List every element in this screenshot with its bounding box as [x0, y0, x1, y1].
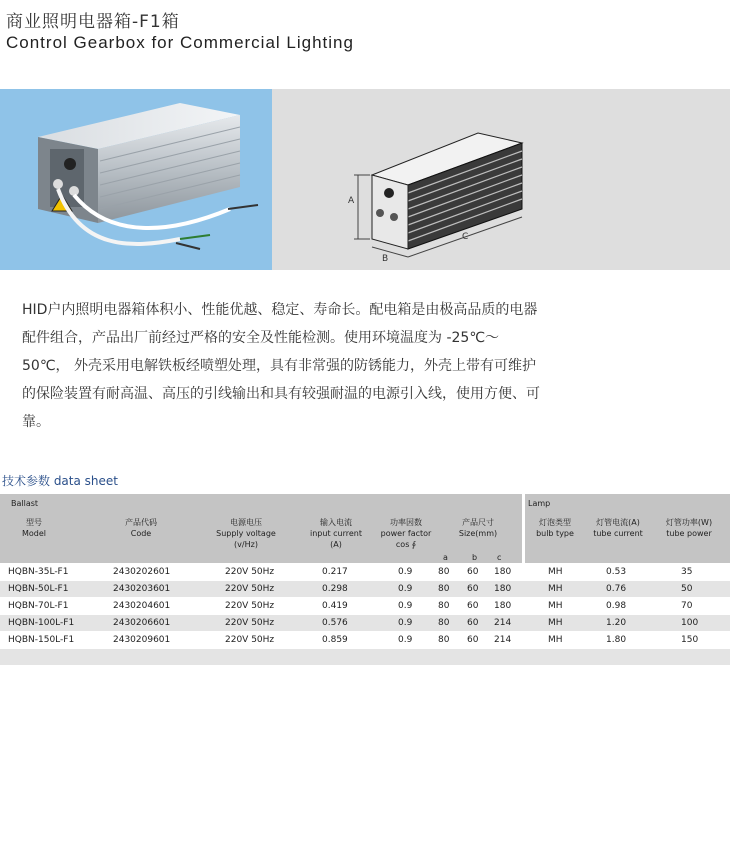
header-tube-current-en: tube current	[593, 529, 643, 538]
table-row	[0, 580, 730, 597]
header-size-b: b	[472, 553, 478, 562]
header-power-factor	[374, 517, 438, 550]
cell-size-c: 180	[494, 601, 512, 611]
header-model	[4, 517, 64, 539]
cell-tube-power: 50	[681, 584, 693, 594]
cell-code: 2430206601	[113, 618, 171, 628]
header-bulb-zh: 灯泡类型	[539, 518, 571, 527]
product-description: HID户内照明电器箱体积小、性能优越、稳定、寿命长。配电箱是由极高品质的电器配件组合，产品出厂前经过严格的安全及性能检测。使用环境温度为 -25℃～50℃， 外壳采用电解铁板经喷塑处理，具有非常强的防锈能力，外壳上带有可维护的保险装置有耐高温、高压的引线输出和具有较强耐温的电源引入线，使用方便、可靠。	[22, 302, 540, 430]
cell-bulb-type: MH	[548, 584, 563, 594]
header-voltage-en: Supply voltage	[216, 529, 276, 538]
header-size-c: c	[497, 553, 502, 562]
cell-power-factor: 0.9	[398, 618, 413, 628]
table-row	[0, 614, 730, 631]
cell-tube-current: 0.53	[606, 567, 627, 577]
cell-voltage: 220V 50Hz	[225, 567, 275, 577]
cell-input-current: 0.859	[322, 635, 348, 645]
cell-tube-current: 1.80	[606, 635, 627, 645]
cell-bulb-type: MH	[548, 601, 563, 611]
cell-power-factor: 0.9	[398, 567, 413, 577]
cell-bulb-type: MH	[548, 567, 563, 577]
cell-code: 2430209601	[113, 635, 171, 645]
cell-voltage: 220V 50Hz	[225, 584, 275, 594]
cell-size-a: 80	[438, 618, 450, 628]
header-code-en: Code	[130, 529, 152, 538]
cell-code: 2430204601	[113, 601, 171, 611]
cell-size-b: 60	[467, 618, 479, 628]
page-title-chinese: 商业照明电器箱-F1箱	[6, 12, 180, 32]
header-model-en: Model	[21, 529, 47, 538]
cell-tube-current: 0.98	[606, 601, 627, 611]
cell-power-factor: 0.9	[398, 635, 413, 645]
header-input-current	[302, 517, 370, 550]
dimension-label-b: B	[382, 254, 389, 264]
group-ballast: Ballast	[0, 494, 522, 511]
cell-size-b: 60	[467, 601, 479, 611]
header-pf-symbol: cos ∮	[395, 540, 417, 549]
cell-bulb-type: MH	[548, 618, 563, 628]
header-size-a: a	[443, 553, 448, 562]
header-voltage-unit: (v/Hz)	[234, 540, 258, 549]
cell-power-factor: 0.9	[398, 584, 413, 594]
header-current-unit: (A)	[330, 540, 342, 549]
data-sheet-label: 技术参数 data sheet	[2, 474, 118, 488]
cell-size-b: 60	[467, 567, 479, 577]
header-current-zh: 输入电流	[320, 518, 352, 527]
table-footer-bar	[0, 648, 730, 665]
cell-tube-power: 150	[681, 635, 699, 645]
header-pf-zh: 功率因数	[390, 518, 422, 527]
cell-model: HQBN-35L-F1	[8, 567, 69, 577]
header-tube-power-en: tube power	[666, 529, 712, 538]
header-tube-current-zh: 灯管电流(A)	[596, 518, 640, 527]
cell-size-b: 60	[467, 584, 479, 594]
product-photo	[0, 89, 272, 270]
header-code-zh: 产品代码	[125, 518, 157, 527]
cell-voltage: 220V 50Hz	[225, 635, 275, 645]
table-row	[0, 631, 730, 648]
cell-code: 2430202601	[113, 567, 171, 577]
cell-tube-current: 0.76	[606, 584, 627, 594]
cell-model: HQBN-70L-F1	[8, 601, 69, 611]
header-pf-en: power factor	[380, 529, 432, 538]
cell-power-factor: 0.9	[398, 601, 413, 611]
cell-model: HQBN-50L-F1	[8, 584, 69, 594]
cell-bulb-type: MH	[548, 635, 563, 645]
cell-input-current: 0.576	[322, 618, 348, 628]
cell-size-b: 60	[467, 635, 479, 645]
cell-input-current: 0.419	[322, 601, 348, 611]
cell-size-c: 180	[494, 584, 512, 594]
header-size-en: Size(mm)	[458, 529, 498, 538]
cell-size-a: 80	[438, 584, 450, 594]
table-row	[0, 563, 730, 580]
cell-voltage: 220V 50Hz	[225, 601, 275, 611]
header-current-en: input current	[310, 529, 362, 538]
cell-code: 2430203601	[113, 584, 171, 594]
header-voltage-zh: 电源电压	[230, 518, 262, 527]
header-tube-power-zh: 灯管功率(W)	[665, 518, 713, 527]
cell-tube-power: 100	[681, 618, 699, 628]
page-header	[6, 12, 354, 54]
header-voltage	[206, 517, 286, 550]
header-size	[440, 517, 516, 539]
cell-size-c: 214	[494, 618, 512, 628]
table-column-header	[0, 511, 730, 563]
header-bulb-type	[528, 517, 582, 539]
cell-model: HQBN-100L-F1	[8, 618, 75, 628]
header-code	[108, 517, 174, 539]
cell-tube-power: 35	[681, 567, 693, 577]
cell-input-current: 0.217	[322, 567, 348, 577]
column-separator	[522, 511, 525, 563]
group-lamp: Lamp	[525, 494, 730, 511]
cell-size-a: 80	[438, 601, 450, 611]
table-row	[0, 597, 730, 614]
cell-voltage: 220V 50Hz	[225, 618, 275, 628]
table-group-header	[0, 494, 730, 511]
header-model-zh: 型号	[26, 518, 42, 527]
cell-input-current: 0.298	[322, 584, 348, 594]
dimension-label-c: C	[462, 232, 469, 242]
cell-size-c: 180	[494, 567, 512, 577]
cell-tube-current: 1.20	[606, 618, 627, 628]
dimension-diagram	[272, 89, 730, 270]
dimension-label-a: A	[348, 196, 355, 206]
header-bulb-en: bulb type	[536, 529, 574, 538]
cell-size-a: 80	[438, 635, 450, 645]
header-tube-power	[656, 517, 722, 539]
cell-tube-power: 70	[681, 601, 693, 611]
cell-size-c: 214	[494, 635, 512, 645]
cell-size-a: 80	[438, 567, 450, 577]
header-tube-current	[586, 517, 650, 539]
header-size-zh: 产品尺寸	[462, 518, 494, 527]
cell-model: HQBN-150L-F1	[8, 635, 75, 645]
page-title-english: Control Gearbox for Commercial Lighting	[6, 33, 354, 52]
data-sheet-table	[0, 494, 730, 665]
